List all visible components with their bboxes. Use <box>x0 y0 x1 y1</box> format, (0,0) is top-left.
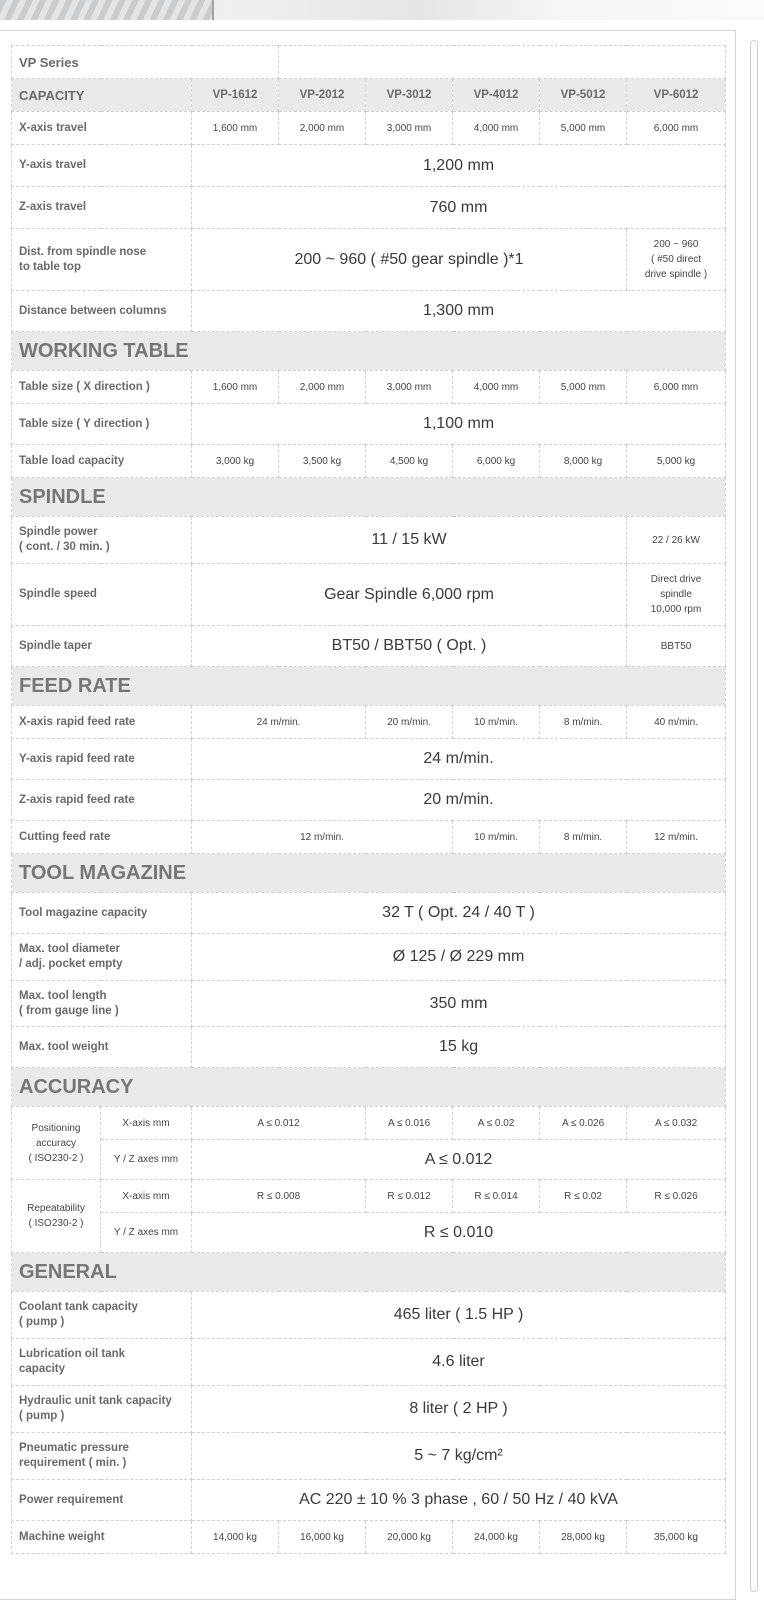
table-row <box>12 981 726 1027</box>
model-header: VP-4012 <box>453 79 540 112</box>
row-label: Table size ( Y direction ) <box>12 404 192 445</box>
row-label: Max. tool length ( from gauge line ) <box>12 981 192 1027</box>
cell-value: R ≤ 0.014 <box>453 1180 540 1213</box>
cell-value: R ≤ 0.012 <box>366 1180 453 1213</box>
cell-value: 10 m/min. <box>453 821 540 854</box>
row-label: Hydraulic unit tank capacity ( pump ) <box>12 1386 192 1433</box>
table-row <box>12 229 726 291</box>
cell-value: A ≤ 0.016 <box>366 1107 453 1140</box>
row-label: Cutting feed rate <box>12 821 192 854</box>
row-label: Machine weight <box>12 1521 192 1554</box>
cell-value: 3,000 mm <box>366 112 453 145</box>
table-row <box>12 517 726 564</box>
row-label: Spindle taper <box>12 626 192 667</box>
cell-value: 16,000 kg <box>279 1521 366 1554</box>
row-label: Y-axis rapid feed rate <box>12 739 192 780</box>
section-title-spindle: SPINDLE <box>12 478 726 517</box>
row-label: Lubrication oil tank capacity <box>12 1339 192 1386</box>
table-row <box>12 145 726 187</box>
cell-value: 20 m/min. <box>192 780 726 821</box>
section-title-accuracy: ACCURACY <box>12 1068 726 1107</box>
row-label: Spindle power ( cont. / 30 min. ) <box>12 517 192 564</box>
row-label: Pneumatic pressure requirement ( min. ) <box>12 1433 192 1480</box>
cell-value: 350 mm <box>192 981 726 1027</box>
section-header <box>12 332 726 371</box>
table-row <box>12 445 726 478</box>
cell-value: 20 m/min. <box>366 706 453 739</box>
cell-value: 5,000 mm <box>540 112 627 145</box>
cell-value: 3,500 kg <box>279 445 366 478</box>
table-row <box>12 1521 726 1554</box>
cell-value: 4,500 kg <box>366 445 453 478</box>
cell-value: AC 220 ± 10 % 3 phase , 60 / 50 Hz / 40 kVA <box>192 1480 726 1521</box>
row-label: Spindle speed <box>12 564 192 626</box>
cell-value: R ≤ 0.008 <box>192 1180 366 1213</box>
series-row <box>12 46 726 79</box>
table-row <box>12 291 726 332</box>
row-label: Power requirement <box>12 1480 192 1521</box>
section-title-working-table: WORKING TABLE <box>12 332 726 371</box>
cell-value: 40 m/min. <box>627 706 726 739</box>
cell-value: Gear Spindle 6,000 rpm <box>192 564 627 626</box>
section-title-tool-magazine: TOOL MAGAZINE <box>12 854 726 893</box>
section-header <box>12 667 726 706</box>
row-label: Coolant tank capacity ( pump ) <box>12 1292 192 1339</box>
cell-value: 6,000 kg <box>453 445 540 478</box>
cell-value: BT50 / BBT50 ( Opt. ) <box>192 626 627 667</box>
table-row <box>12 893 726 934</box>
table-row <box>12 1107 726 1140</box>
cell-value: 24 m/min. <box>192 739 726 780</box>
cell-value: BBT50 <box>627 626 726 667</box>
cell-value: 200 ~ 960 ( #50 direct drive spindle ) <box>627 229 726 291</box>
model-header: VP-2012 <box>279 79 366 112</box>
cell-value: 6,000 mm <box>627 371 726 404</box>
sub-label: X-axis mm <box>101 1180 192 1213</box>
row-label: Dist. from spindle nose to table top <box>12 229 192 291</box>
model-header: VP-3012 <box>366 79 453 112</box>
cell-value: 5 ~ 7 kg/cm² <box>192 1433 726 1480</box>
cell-value: A ≤ 0.012 <box>192 1107 366 1140</box>
row-label: Tool magazine capacity <box>12 893 192 934</box>
section-header <box>12 478 726 517</box>
cell-value: 4,000 mm <box>453 371 540 404</box>
row-label: Max. tool diameter / adj. pocket empty <box>12 934 192 981</box>
cell-value: 3,000 kg <box>192 445 279 478</box>
capacity-header-row <box>12 79 726 112</box>
row-label: Table load capacity <box>12 445 192 478</box>
table-row <box>12 934 726 981</box>
cell-value: R ≤ 0.02 <box>540 1180 627 1213</box>
cell-value: 8 m/min. <box>540 706 627 739</box>
cell-value: A ≤ 0.026 <box>540 1107 627 1140</box>
sub-label: X-axis mm <box>101 1107 192 1140</box>
table-row <box>12 1480 726 1521</box>
cell-value: A ≤ 0.02 <box>453 1107 540 1140</box>
section-header <box>12 1068 726 1107</box>
cell-value: 1,200 mm <box>192 145 726 187</box>
row-label: Y-axis travel <box>12 145 192 187</box>
cell-value: 2,000 mm <box>279 112 366 145</box>
sub-label: Y / Z axes mm <box>101 1140 192 1180</box>
cell-value: 1,100 mm <box>192 404 726 445</box>
table-row <box>12 1213 726 1253</box>
cell-value: 35,000 kg <box>627 1521 726 1554</box>
cell-value: 465 liter ( 1.5 HP ) <box>192 1292 726 1339</box>
cell-value: 8 liter ( 2 HP ) <box>192 1386 726 1433</box>
table-row <box>12 1140 726 1180</box>
row-label: Distance between columns <box>12 291 192 332</box>
table-row <box>12 739 726 780</box>
row-label: Z-axis rapid feed rate <box>12 780 192 821</box>
section-title-general: GENERAL <box>12 1253 726 1292</box>
series-title: VP Series <box>12 46 279 79</box>
cell-value: 15 kg <box>192 1027 726 1068</box>
section-title-feed-rate: FEED RATE <box>12 667 726 706</box>
cell-value: 24 m/min. <box>192 706 366 739</box>
row-label: Table size ( X direction ) <box>12 371 192 404</box>
capacity-heading: CAPACITY <box>12 79 192 112</box>
cell-value: 1,600 mm <box>192 371 279 404</box>
cell-value: 8 m/min. <box>540 821 627 854</box>
cell-value: 4,000 mm <box>453 112 540 145</box>
cell-value: Ø 125 / Ø 229 mm <box>192 934 726 981</box>
cell-value: Direct drive spindle 10,000 rpm <box>627 564 726 626</box>
cell-value: 20,000 kg <box>366 1521 453 1554</box>
cell-value: 2,000 mm <box>279 371 366 404</box>
row-label: X-axis rapid feed rate <box>12 706 192 739</box>
sub-label: Y / Z axes mm <box>101 1213 192 1253</box>
cell-value: 10 m/min. <box>453 706 540 739</box>
cell-value: 4.6 liter <box>192 1339 726 1386</box>
cell-value: 8,000 kg <box>540 445 627 478</box>
cell-value: 12 m/min. <box>627 821 726 854</box>
cell-value: 760 mm <box>192 187 726 229</box>
group-label-repeatability: Repeatability ( ISO230-2 ) <box>12 1180 101 1253</box>
table-row <box>12 404 726 445</box>
table-row <box>12 1339 726 1386</box>
cell-value: 1,300 mm <box>192 291 726 332</box>
table-row <box>12 187 726 229</box>
table-row <box>12 821 726 854</box>
cell-value: 14,000 kg <box>192 1521 279 1554</box>
cell-value: 11 / 15 kW <box>192 517 627 564</box>
cell-value: 1,600 mm <box>192 112 279 145</box>
table-row <box>12 706 726 739</box>
table-row <box>12 780 726 821</box>
cell-value: 5,000 kg <box>627 445 726 478</box>
row-label: Z-axis travel <box>12 187 192 229</box>
cell-value: R ≤ 0.026 <box>627 1180 726 1213</box>
cell-value: 3,000 mm <box>366 371 453 404</box>
section-header <box>12 854 726 893</box>
table-row <box>12 1433 726 1480</box>
cell-value: 5,000 mm <box>540 371 627 404</box>
cell-value: 12 m/min. <box>192 821 453 854</box>
model-header: VP-5012 <box>540 79 627 112</box>
vertical-scrollbar[interactable] <box>750 40 758 1592</box>
table-row <box>12 1292 726 1339</box>
section-header <box>12 1253 726 1292</box>
table-row <box>12 1386 726 1433</box>
model-header: VP-6012 <box>627 79 726 112</box>
model-header: VP-1612 <box>192 79 279 112</box>
cell-value: 28,000 kg <box>540 1521 627 1554</box>
cell-value: R ≤ 0.010 <box>192 1213 726 1253</box>
cell-value: 22 / 26 kW <box>627 517 726 564</box>
group-label-positioning: Positioning accuracy ( ISO230-2 ) <box>12 1107 101 1180</box>
table-row <box>12 1027 726 1068</box>
table-row <box>12 626 726 667</box>
cell-value: A ≤ 0.032 <box>627 1107 726 1140</box>
table-row <box>12 564 726 626</box>
row-label: Max. tool weight <box>12 1027 192 1068</box>
table-row <box>12 371 726 404</box>
table-row <box>12 112 726 145</box>
cell-value: 200 ~ 960 ( #50 gear spindle )*1 <box>192 229 627 291</box>
spec-table <box>11 45 726 1554</box>
table-row <box>12 1180 726 1213</box>
cell-value: 24,000 kg <box>453 1521 540 1554</box>
cell-value: 6,000 mm <box>627 112 726 145</box>
row-label: X-axis travel <box>12 112 192 145</box>
cell-value: A ≤ 0.012 <box>192 1140 726 1180</box>
cell-value: 32 T ( Opt. 24 / 40 T ) <box>192 893 726 934</box>
top-banner <box>0 0 764 20</box>
